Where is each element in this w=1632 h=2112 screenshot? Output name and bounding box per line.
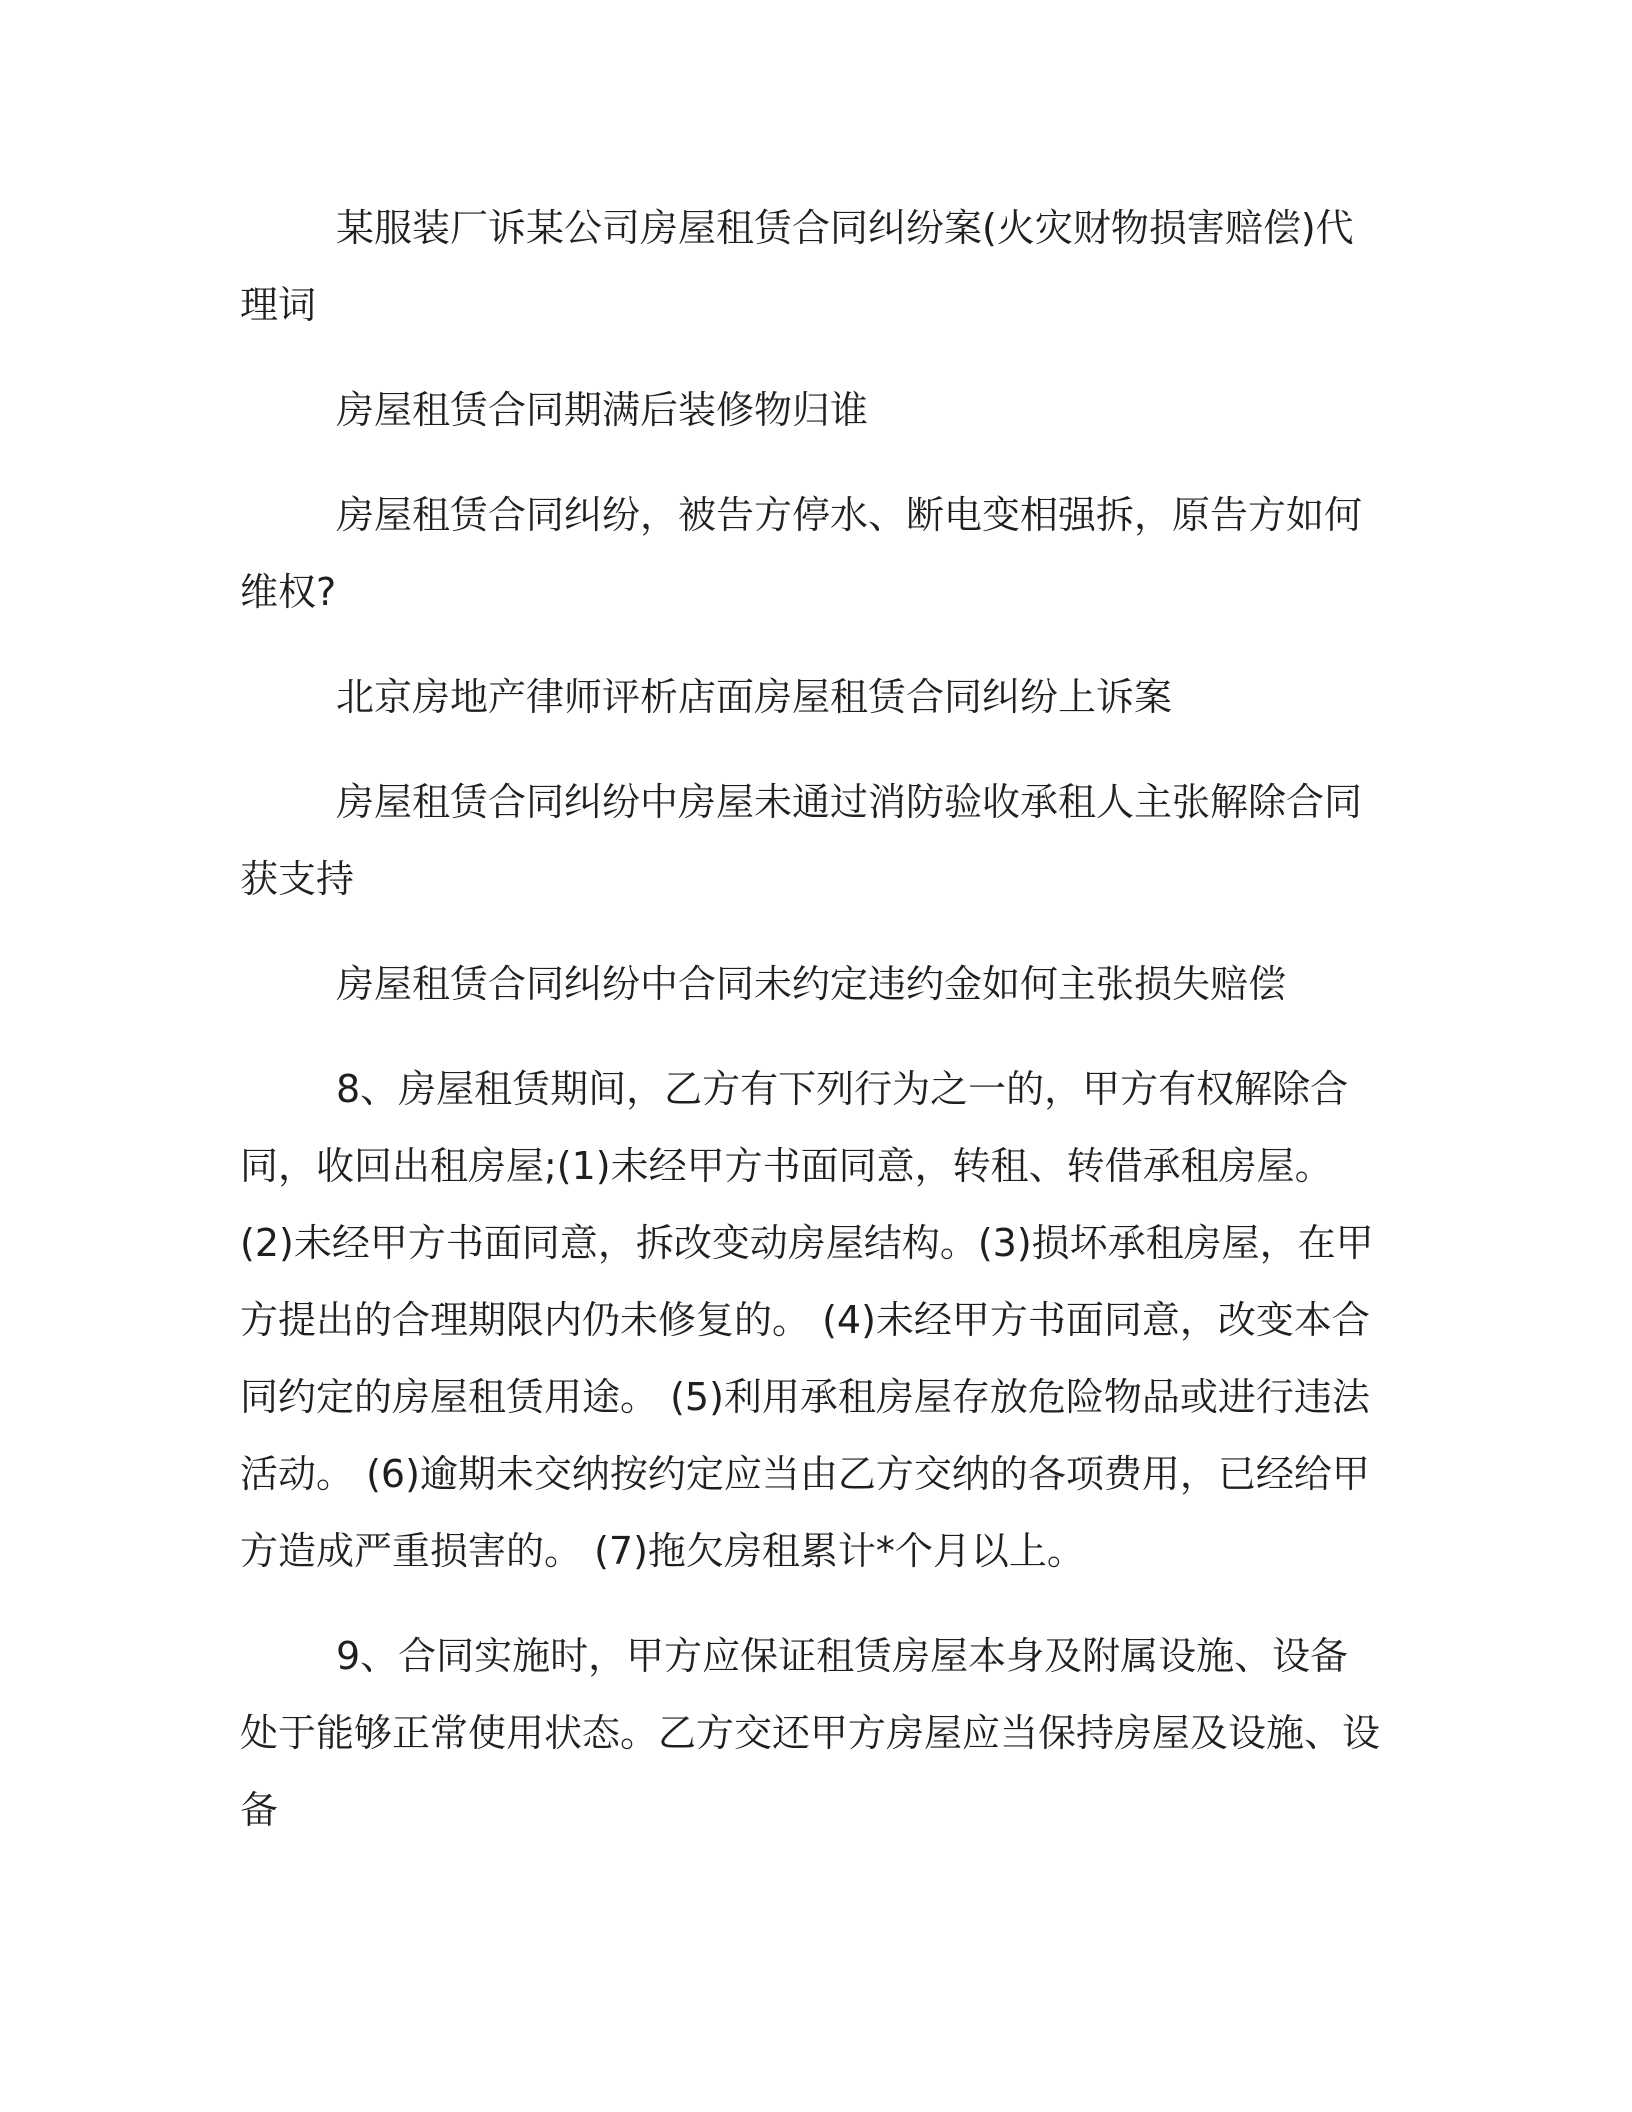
clause-9-delivery-condition: 9、合同实施时，甲方应保证租赁房屋本身及附属设施、设备处于能够正常使用状态。乙方交还甲方房屋应当保持房屋及设施、设备 [240, 1634, 1381, 1832]
paragraph-beijing-appeal-case: 北京房地产律师评析店面房屋租赁合同纠纷上诉案 [336, 675, 1173, 719]
document-page [240, 190, 1380, 1849]
clause-8-termination: 8、房屋租赁期间，乙方有下列行为之一的，甲方有权解除合同，收回出租房屋;(1)未经甲方书面同意，转租、转借承租房屋。(2)未经甲方书面同意，拆改变动房屋结构。(3)损坏承租房屋，在甲方提出的合理期限内仍未修复的。 (4)未经甲方书面同意，改变本合同约定的房屋租赁用途。 (5)利用承租房屋存放危险物品或进行违法活动。 (6)逾期未交纳按约定应当由乙方交纳的各项费用，已经给甲方造成严重损害的。 (7)拖欠房租累计*个月以上。 [240, 1067, 1374, 1573]
paragraph-fire-inspection: 房屋租赁合同纠纷中房屋未通过消防验收承租人主张解除合同获支持 [240, 780, 1363, 901]
paragraph-title-fire-damage-case: 某服装厂诉某公司房屋租赁合同纠纷案(火灾财物损害赔偿)代理词 [240, 206, 1354, 327]
paragraph-forced-demolition: 房屋租赁合同纠纷，被告方停水、断电变相强拆，原告方如何维权? [240, 493, 1363, 614]
paragraph-decoration-ownership: 房屋租赁合同期满后装修物归谁 [336, 388, 869, 432]
paragraph-loss-compensation: 房屋租赁合同纠纷中合同未约定违约金如何主张损失赔偿 [336, 962, 1287, 1006]
